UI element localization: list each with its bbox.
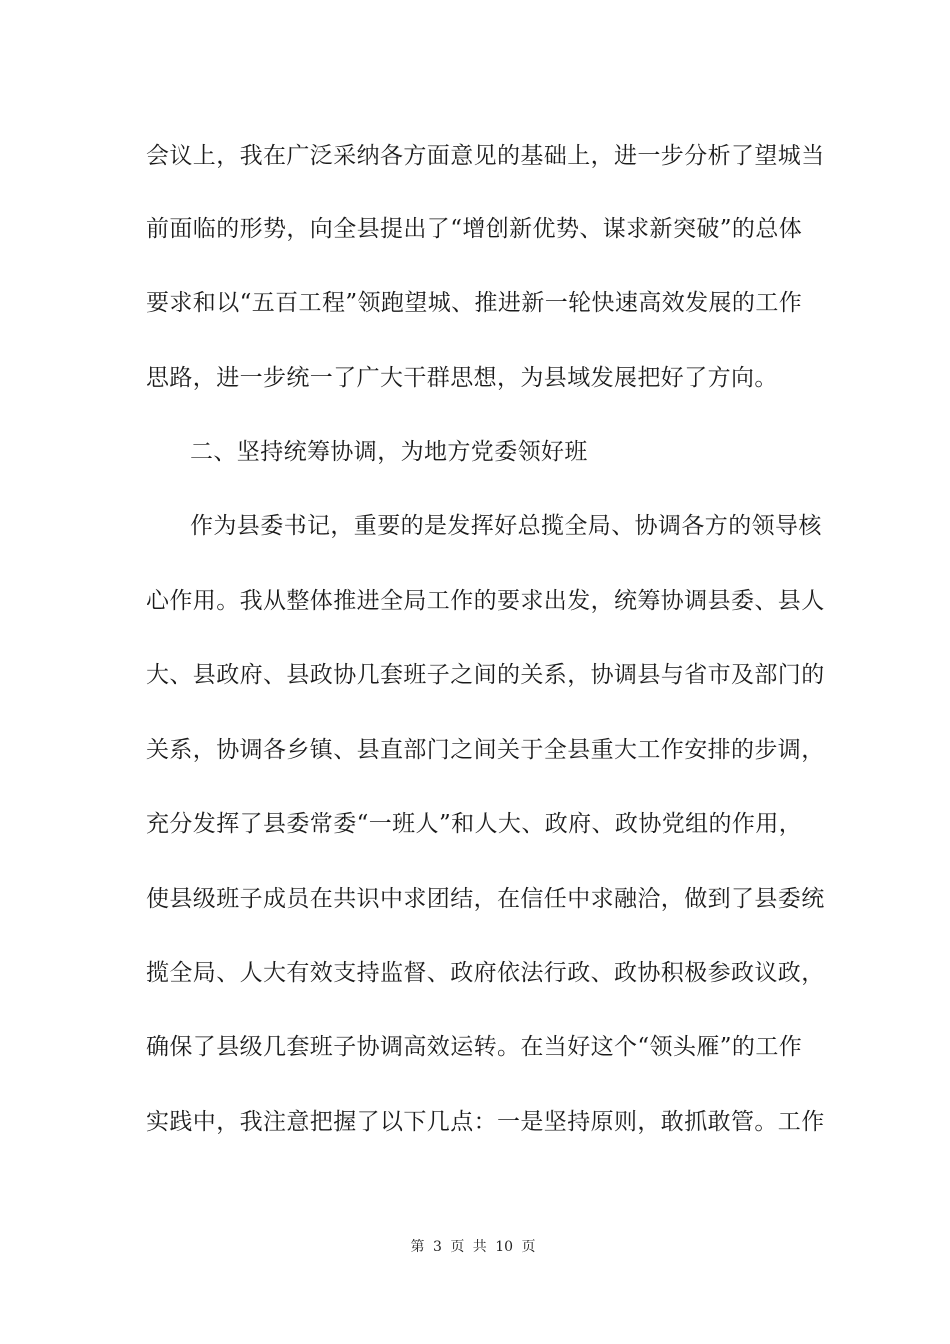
body-text-line: 大、县政府、县政协几套班子之间的关系，协调县与省市及部门的 [146, 662, 825, 688]
body-text-line: 心作用。我从整体推进全局工作的要求出发，统筹协调县委、县人 [146, 588, 825, 614]
body-text-line: 会议上，我在广泛采纳各方面意见的基础上，进一步分析了望城当 [146, 143, 825, 169]
footer-total-word: 共 [472, 1239, 487, 1255]
body-text-line: 实践中，我注意把握了以下几点：一是坚持原则，敢抓敢管。工作 [146, 1109, 825, 1135]
body-text-line: 揽全局、人大有效支持监督、政府依法行政、政协积极参政议政， [146, 960, 825, 986]
body-text-line: 作为县委书记，重要的是发挥好总揽全局、协调各方的领导核 [190, 513, 822, 539]
footer-suffix: 页 [521, 1239, 536, 1255]
footer-page-word: 页 [450, 1239, 465, 1255]
section-heading: 二、坚持统筹协调，为地方党委领好班 [190, 439, 588, 465]
page-footer [0, 1238, 950, 1256]
body-text-line: 前面临的形势，向全县提出了“增创新优势、谋求新突破”的总体 [146, 216, 803, 242]
footer-prefix: 第 [410, 1239, 425, 1255]
body-text-line: 充分发挥了县委常委“一班人”和人大、政府、政协党组的作用， [146, 811, 803, 837]
body-text-line: 要求和以“五百工程”领跑望城、推进新一轮快速高效发展的工作 [146, 290, 803, 316]
body-text-line: 确保了县级几套班子协调高效运转。在当好这个“领头雁”的工作 [146, 1034, 803, 1060]
body-text-line: 使县级班子成员在共识中求团结，在信任中求融洽，做到了县委统 [146, 886, 825, 912]
body-text-line: 关系，协调各乡镇、县直部门之间关于全县重大工作安排的步调， [146, 737, 825, 763]
body-text-line: 思路，进一步统一了广大干群思想，为县域发展把好了方向。 [146, 365, 778, 391]
footer-current-page: 3 [432, 1239, 442, 1255]
footer-total-pages: 10 [495, 1239, 514, 1255]
